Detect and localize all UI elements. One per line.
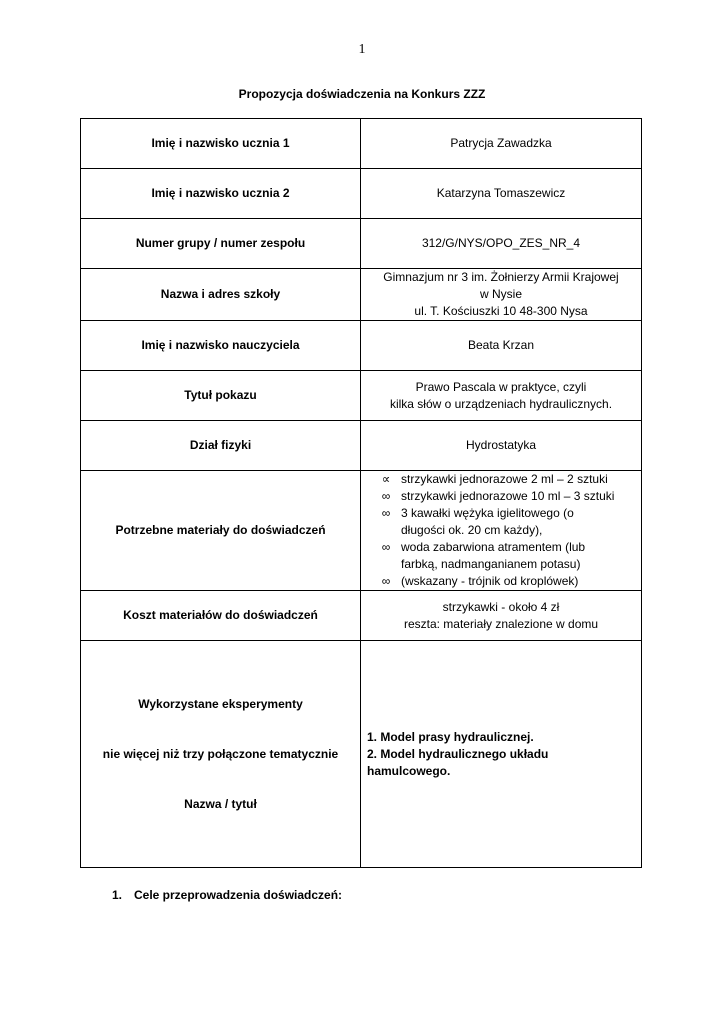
proportional-bullet-icon: ∝ bbox=[381, 472, 391, 486]
infinity-bullet-icon: ∞ bbox=[381, 540, 391, 554]
row-label: Numer grupy / numer zespołu bbox=[81, 219, 361, 269]
table-row bbox=[81, 371, 642, 421]
item-line: farbką, nadmanganianem potasu) bbox=[401, 557, 581, 571]
list-item bbox=[367, 505, 635, 539]
proposal-form-table bbox=[80, 118, 642, 868]
table-row bbox=[81, 321, 642, 371]
label-line: Nazwa / tytuł bbox=[184, 796, 257, 811]
value-line: reszta: materiały znalezione w domu bbox=[403, 616, 599, 631]
list-item bbox=[367, 539, 635, 573]
row-label: Imię i nazwisko ucznia 2 bbox=[81, 169, 361, 219]
row-value: Beata Krzan bbox=[361, 321, 642, 371]
table-row bbox=[81, 641, 642, 868]
materials-list-cell bbox=[361, 471, 642, 591]
value-line: strzykawki - około 4 zł bbox=[442, 599, 560, 614]
section-heading bbox=[112, 888, 342, 902]
table-row bbox=[81, 421, 642, 471]
section-title: Cele przeprowadzenia doświadczeń: bbox=[134, 888, 343, 902]
section-number: 1. bbox=[112, 888, 123, 902]
document-title: Propozycja doświadczenia na Konkurs ZZZ bbox=[238, 87, 486, 101]
row-label: Imię i nazwisko ucznia 1 bbox=[81, 119, 361, 169]
row-label: Tytuł pokazu bbox=[81, 371, 361, 421]
experiments-list bbox=[367, 729, 635, 780]
list-item bbox=[367, 573, 635, 590]
item-line: 3 kawałki wężyka igielitowego (o bbox=[401, 506, 574, 520]
value-line: ul. T. Kościuszki 10 48-300 Nysa bbox=[414, 304, 588, 318]
table-row bbox=[81, 471, 642, 591]
infinity-bullet-icon: ∞ bbox=[381, 489, 391, 503]
experiments-label bbox=[81, 641, 361, 868]
label-line: Wykorzystane eksperymenty bbox=[138, 696, 303, 711]
show-title-value bbox=[361, 371, 642, 421]
item-line: (wskazany - trójnik od kroplówek) bbox=[401, 574, 579, 588]
item-line: strzykawki jednorazowe 2 ml – 2 sztuki bbox=[401, 472, 608, 486]
materials-list bbox=[367, 471, 635, 590]
school-address-value bbox=[361, 269, 642, 321]
row-value: Katarzyna Tomaszewicz bbox=[361, 169, 642, 219]
table-row bbox=[81, 169, 642, 219]
list-item: 1. Model prasy hydraulicznej. bbox=[367, 729, 534, 744]
item-line: strzykawki jednorazowe 10 ml – 3 sztuki bbox=[401, 489, 615, 503]
item-line: woda zabarwiona atramentem (lub bbox=[401, 540, 586, 554]
row-label: Potrzebne materiały do doświadczeń bbox=[81, 471, 361, 591]
value-line: w Nysie bbox=[479, 287, 522, 301]
table-row bbox=[81, 119, 642, 169]
row-label: Imię i nazwisko nauczyciela bbox=[81, 321, 361, 371]
table-row bbox=[81, 591, 642, 641]
table-row bbox=[81, 219, 642, 269]
list-item: 2. Model hydraulicznego układu hamulcowego. bbox=[367, 746, 549, 778]
row-value: 312/G/NYS/OPO_ZES_NR_4 bbox=[361, 219, 642, 269]
list-item bbox=[367, 471, 635, 488]
page-number: 1 bbox=[358, 42, 366, 57]
table-row bbox=[81, 269, 642, 321]
row-value: Hydrostatyka bbox=[361, 421, 642, 471]
list-item bbox=[367, 488, 635, 505]
value-line: Prawo Pascala w praktyce, czyli bbox=[415, 379, 587, 394]
experiments-value bbox=[361, 641, 642, 868]
infinity-bullet-icon: ∞ bbox=[381, 574, 391, 588]
row-value: Patrycja Zawadzka bbox=[361, 119, 642, 169]
item-line: długości ok. 20 cm każdy), bbox=[401, 523, 543, 537]
cost-value bbox=[361, 591, 642, 641]
row-label: Nazwa i adres szkoły bbox=[81, 269, 361, 321]
row-label: Dział fizyki bbox=[81, 421, 361, 471]
row-label: Koszt materiałów do doświadczeń bbox=[81, 591, 361, 641]
label-line: nie więcej niż trzy połączone tematycznie bbox=[102, 746, 339, 761]
value-line: kilka słów o urządzeniach hydraulicznych. bbox=[389, 396, 613, 411]
infinity-bullet-icon: ∞ bbox=[381, 506, 391, 520]
value-line: Gimnazjum nr 3 im. Żołnierzy Armii Krajowej bbox=[383, 270, 619, 284]
